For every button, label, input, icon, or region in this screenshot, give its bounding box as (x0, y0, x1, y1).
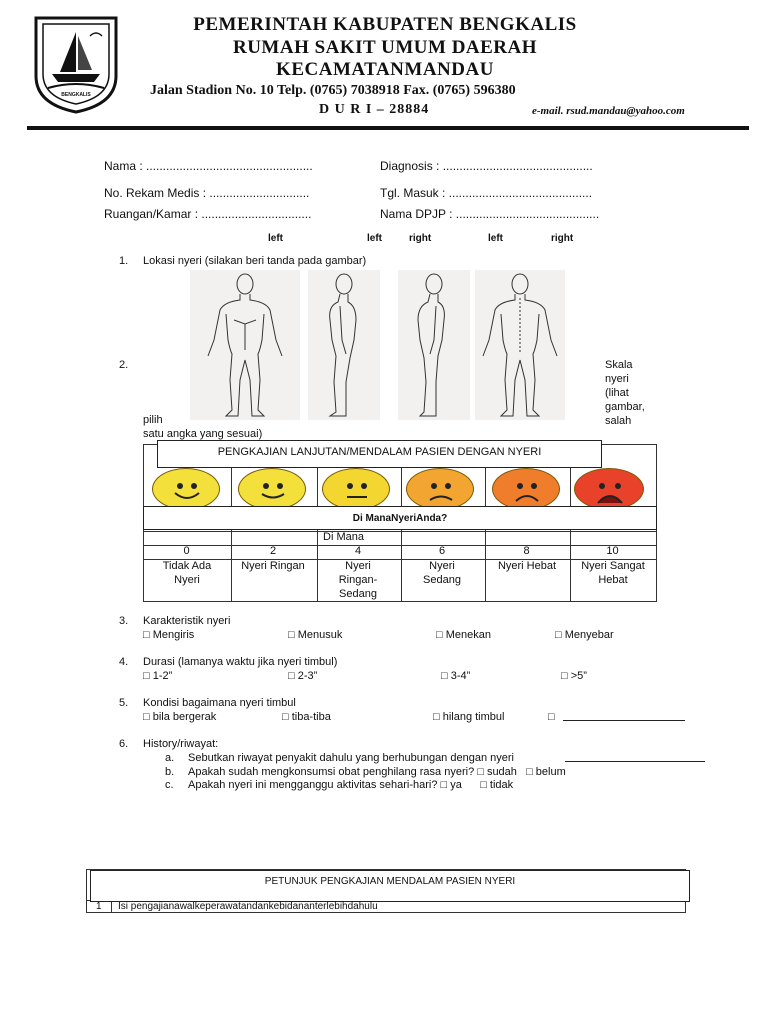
scale-num-10: 10 (606, 545, 619, 557)
q2-pilih: pilih (143, 414, 163, 426)
q5-number: 5. (119, 697, 129, 709)
q4-option-2-3[interactable]: □ 2-3” (288, 670, 318, 682)
scale-num-4: 4 (354, 545, 362, 557)
q2-satu: satu angka yang sesuai) (143, 428, 263, 440)
scale-label-8: Nyeri Hebat (497, 560, 557, 572)
scale-title: PENGKAJIAN LANJUTAN/MENDALAM PASIEN DENGAN NYERI (157, 440, 602, 468)
face-6-icon[interactable] (406, 468, 474, 510)
q2-side-3: (lihat (605, 387, 629, 399)
q4-text: Durasi (lamanya waktu jika nyeri timbul) (143, 656, 338, 668)
field-rekam-medis: No. Rekam Medis : .............................. (104, 186, 310, 200)
q4-option-3-4[interactable]: □ 3-4” (441, 670, 471, 682)
q3-option-menyebar[interactable]: □ Menyebar (555, 629, 614, 641)
q6-c-text: Apakah nyeri ini mengganggu aktivitas sehari-hari? □ ya □ tidak (188, 779, 514, 791)
scale-label-10: Nyeri Sangat Hebat (581, 560, 645, 586)
q6-number: 6. (119, 738, 129, 750)
face-10-icon[interactable] (574, 468, 644, 510)
header-address: Jalan Stadion No. 10 Telp. (0765) 7038918 Fax. (0765) 596380 (150, 83, 516, 98)
q2-side-5: salah (605, 415, 632, 427)
field-ruangan: Ruangan/Kamar : ................................. (104, 207, 312, 221)
q5-option-bergerak[interactable]: □ bila bergerak (143, 711, 217, 723)
body-diagram[interactable] (190, 270, 565, 420)
q3-option-menekan[interactable]: □ Menekan (436, 629, 491, 641)
q2-side-2: nyeri (605, 373, 629, 385)
label-right-1: right (409, 233, 432, 244)
field-nama: Nama : .................................................. (104, 159, 313, 173)
q3-number: 3. (119, 615, 129, 627)
instructions-row-text: Isi pengajianawalkeperawatandankebidananterlebihdahulu (118, 901, 378, 912)
q6-a-line[interactable] (565, 761, 705, 762)
header-line2: RUMAH SAKIT UMUM DAERAH (232, 37, 538, 58)
scale-label-0: Tidak Ada Nyeri (162, 560, 212, 586)
instructions-title: PETUNJUK PENGKAJIAN MENDALAM PASIEN NYERI (90, 870, 690, 902)
logo-banner: BENGKALIS (61, 92, 91, 98)
field-tgl-masuk: Tgl. Masuk : ........................................... (380, 186, 593, 200)
q6-a-label: a. (165, 752, 175, 764)
q6-c-label: c. (165, 779, 174, 791)
scale-num-6: 6 (438, 545, 446, 557)
scale-num-8: 8 (523, 545, 530, 557)
header-line1: PEMERINTAH KABUPATEN BENGKALIS (193, 14, 577, 35)
q5-option-other[interactable]: □ (548, 711, 555, 723)
q4-option-5[interactable]: □ >5” (561, 670, 587, 682)
q2-side-4: gambar, (605, 401, 645, 413)
face-2-icon[interactable] (238, 468, 306, 510)
label-right-2: right (551, 233, 574, 244)
field-diagnosis: Diagnosis : ............................................. (380, 159, 593, 173)
hospital-logo (30, 14, 122, 114)
q4-option-1-2[interactable]: □ 1-2” (143, 670, 173, 682)
scale-where: Di ManaNyeriAnda? (143, 506, 657, 530)
q6-b-text: Apakah sudah mengkonsumsi obat penghilang rasa nyeri? □ sudah □ belum (188, 766, 566, 778)
field-dpjp: Nama DPJP : ........................................... (380, 207, 600, 221)
face-8-icon[interactable] (492, 468, 560, 510)
q4-number: 4. (119, 656, 129, 668)
face-0-icon[interactable] (152, 468, 220, 510)
scale-label-6: Nyeri Sedang (423, 560, 461, 586)
scale-di-mana: Di Mana (323, 531, 364, 543)
face-4-icon[interactable] (322, 468, 390, 510)
label-left-3: left (488, 233, 503, 244)
header-city: D U R I – 28884 (319, 102, 430, 117)
q1-text: Lokasi nyeri (silakan beri tanda pada gambar) (143, 255, 367, 267)
q6-a-text: Sebutkan riwayat penyakit dahulu yang berhubungan dengan nyeri (188, 752, 514, 764)
scale-num-2: 2 (269, 545, 277, 557)
q6-b-label: b. (165, 766, 175, 778)
header-email: e-mail. rsud.mandau@yahoo.com (532, 105, 685, 117)
q3-text: Karakteristik nyeri (143, 615, 231, 627)
header-divider (27, 126, 749, 130)
q2-number: 2. (119, 359, 129, 371)
q5-other-line[interactable] (563, 720, 685, 721)
instructions-row-num: 1 (96, 901, 102, 912)
q6-text: History/riwayat: (143, 738, 219, 750)
label-left-1: left (268, 233, 283, 244)
header-line3: KECAMATANMANDAU (276, 59, 494, 80)
scale-label-2: Nyeri Ringan (241, 560, 305, 572)
q3-option-mengiris[interactable]: □ Mengiris (143, 629, 195, 641)
scale-label-4: Nyeri Ringan-Sedang (338, 560, 378, 600)
scale-num-0: 0 (183, 545, 190, 557)
q3-option-menusuk[interactable]: □ Menusuk (288, 629, 343, 641)
q5-option-tiba-tiba[interactable]: □ tiba-tiba (282, 711, 331, 723)
q2-side-1: Skala (605, 359, 633, 371)
q1-number: 1. (119, 255, 129, 267)
q5-option-hilang-timbul[interactable]: □ hilang timbul (433, 711, 505, 723)
label-left-2: left (367, 233, 382, 244)
q5-text: Kondisi bagaimana nyeri timbul (143, 697, 296, 709)
